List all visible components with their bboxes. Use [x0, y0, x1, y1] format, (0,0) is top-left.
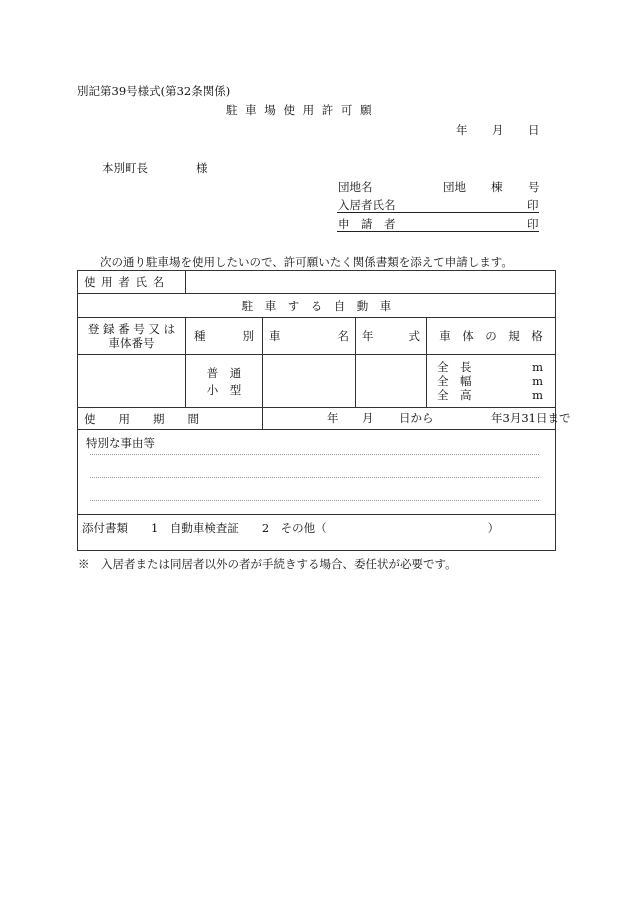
addressee-honorific: 様 — [196, 161, 208, 175]
type-value-cell — [186, 355, 263, 408]
applicant-underline — [337, 231, 539, 232]
vehicle-header-text: 駐 車 す る 自 動 車 — [241, 298, 392, 313]
spec-height-label: 全 高 — [437, 388, 472, 402]
special-reason-label: 特別な事由等 — [86, 436, 155, 450]
car-name-header-a: 車 — [269, 329, 281, 343]
type-header — [186, 318, 263, 355]
period-to: 年3月31日まで — [491, 411, 571, 425]
footnote: ※ 入居者または同居者以外の者が手続きする場合、委任状が必要です。 — [78, 557, 457, 571]
addressee-name: 本別町長 — [102, 161, 148, 175]
attachments-text: 添付書類 1 自動車検査証 2 その他（ ） — [82, 521, 500, 535]
period-label: 使 用 期 間 — [84, 411, 199, 426]
page-title: 駐 車 場 使 用 許 可 願 — [226, 103, 374, 117]
registration-header — [78, 318, 186, 355]
model-year-header-a: 年 — [362, 329, 374, 343]
resident-underline — [337, 212, 539, 213]
spec-length-label: 全 長 — [437, 360, 472, 374]
applicant-label: 申 請 者 — [338, 217, 396, 231]
registration-header-text: 登 録 番 号 又 は 車体番号 — [87, 322, 176, 350]
spec-length-unit: m — [532, 360, 544, 374]
period-field[interactable] — [263, 408, 571, 430]
period-month: 月 — [362, 411, 374, 425]
spec-width-unit: m — [532, 374, 544, 388]
date-month: 月 — [492, 123, 504, 137]
car-name-header-b: 名 — [337, 329, 349, 343]
model-year-header — [356, 318, 427, 355]
resident-label: 入居者氏名 — [338, 198, 396, 212]
model-year-field[interactable] — [356, 355, 427, 408]
application-form-table — [77, 270, 571, 551]
vehicle-section-header — [78, 294, 556, 318]
reason-line-3 — [90, 500, 539, 501]
period-from: 日から — [399, 411, 434, 425]
type-header-a: 種 — [194, 329, 206, 343]
body-spec-cell — [427, 355, 556, 408]
spec-width-row — [427, 374, 555, 388]
complex-suffix-danchi: 団地 — [443, 180, 466, 194]
complex-suffix-tou: 棟 — [491, 180, 503, 194]
period-year: 年 — [327, 411, 339, 425]
complex-label: 団地名 — [338, 180, 373, 194]
spec-height-unit: m — [532, 388, 544, 402]
type-header-b: 別 — [242, 329, 254, 343]
resident-seal: 印 — [527, 198, 539, 212]
body-spec-header — [427, 318, 556, 355]
car-name-field[interactable] — [263, 355, 356, 408]
body-spec-header-text: 車 体 の 規 格 — [439, 329, 543, 343]
spec-length-row — [427, 360, 555, 374]
reason-line-1 — [90, 454, 539, 455]
intro-text: 次の通り駐車場を使用したいので、許可願いたく関係書類を添えて申請します。 — [100, 255, 513, 269]
period-label-cell — [78, 408, 263, 430]
special-reason-cell[interactable] — [78, 430, 556, 515]
date-day: 日 — [528, 123, 540, 137]
form-id: 別記第39号様式(第32条関係) — [77, 84, 231, 98]
car-name-header — [263, 318, 356, 355]
type-value-small: 小 型 — [206, 382, 242, 397]
user-name-field[interactable] — [186, 271, 556, 294]
applicant-seal: 印 — [527, 217, 539, 231]
complex-suffix-gou: 号 — [528, 180, 540, 194]
spec-height-row — [427, 388, 555, 402]
user-name-label-cell — [78, 271, 186, 294]
user-name-label: 使 用 者 氏 名 — [84, 275, 166, 289]
registration-number-field[interactable] — [78, 355, 186, 408]
attachments-cell — [78, 515, 556, 551]
model-year-header-b: 式 — [408, 329, 420, 343]
date-year: 年 — [456, 123, 468, 137]
type-value-normal: 普 通 — [206, 365, 242, 380]
reason-line-2 — [90, 477, 539, 478]
spec-width-label: 全 幅 — [437, 374, 472, 388]
